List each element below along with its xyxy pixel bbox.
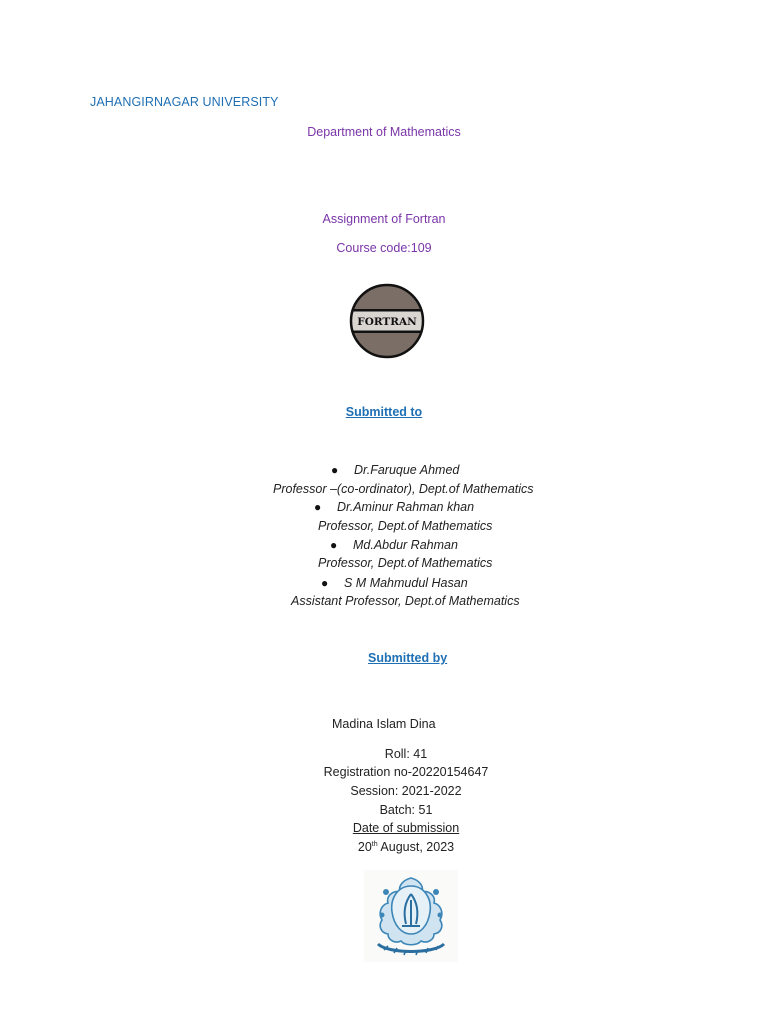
- university-name: JAHANGIRNAGAR UNIVERSITY: [90, 95, 279, 109]
- department-name: Department of Mathematics: [307, 125, 461, 139]
- teacher-name-4: S M Mahmudul Hasan: [344, 576, 468, 590]
- teacher-title-3: Professor, Dept.of Mathematics: [318, 556, 493, 570]
- teacher-name-3: Md.Abdur Rahman: [353, 538, 458, 552]
- teacher-title-4: Assistant Professor, Dept.of Mathematics: [291, 594, 520, 608]
- bullet-icon: ●: [330, 538, 338, 552]
- bullet-icon: ●: [331, 463, 339, 477]
- teacher-title-2: Professor, Dept.of Mathematics: [318, 519, 493, 533]
- date-of-submission-label: Date of submission: [352, 821, 460, 835]
- student-batch: Batch: 51: [379, 803, 433, 817]
- teacher-name-1: Dr.Faruque Ahmed: [354, 463, 460, 477]
- submitted-by-heading: Submitted by: [368, 651, 448, 665]
- student-registration: Registration no-20220154647: [323, 765, 489, 779]
- student-roll: Roll: 41: [384, 747, 428, 761]
- course-code: Course code:109: [336, 241, 432, 255]
- student-name: Madina Islam Dina: [332, 717, 436, 731]
- teacher-title-1: Professor –(co-ordinator), Dept.of Mathematics: [273, 482, 534, 496]
- student-session: Session: 2021-2022: [350, 784, 462, 798]
- date-day: 20: [357, 840, 372, 854]
- date-rest: August, 2023: [377, 840, 455, 854]
- fortran-logo-icon: [349, 283, 425, 359]
- fortran-logo-text: FORTRAN: [357, 316, 417, 328]
- bullet-icon: ●: [314, 500, 322, 514]
- submission-date: [0, 840, 768, 854]
- bullet-icon: ●: [321, 576, 329, 590]
- teacher-name-2: Dr.Aminur Rahman khan: [337, 500, 475, 514]
- submitted-to-heading: Submitted to: [345, 405, 423, 419]
- date-suffix: th: [371, 840, 378, 848]
- university-seal-icon: [364, 870, 458, 962]
- assignment-title: Assignment of Fortran: [322, 212, 446, 226]
